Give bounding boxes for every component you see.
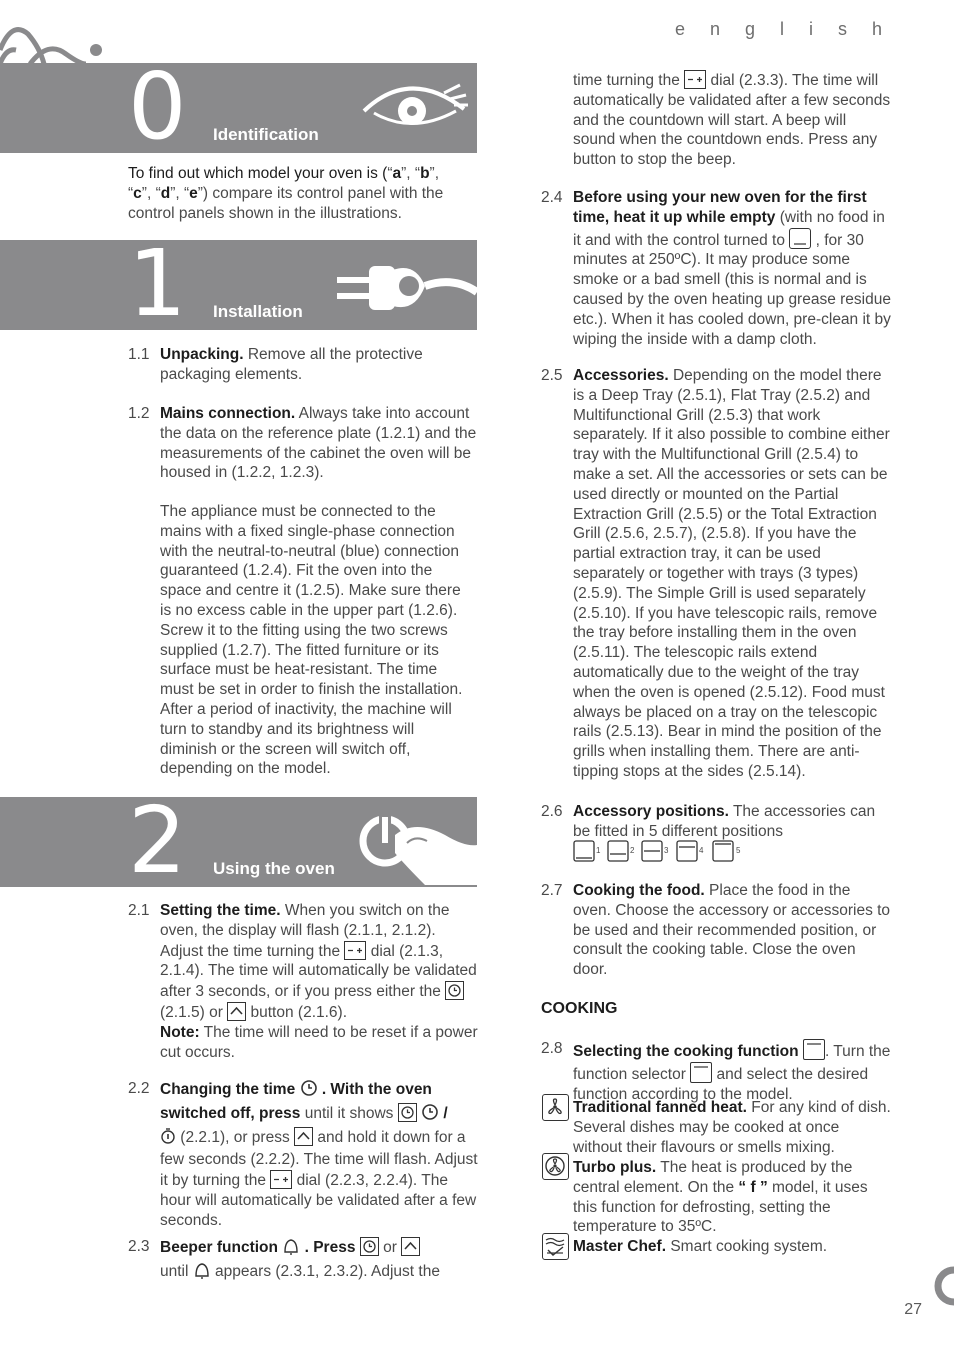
clock-button-icon: [360, 1237, 379, 1256]
bell-icon: [193, 1261, 211, 1285]
section-title: Installation: [213, 302, 303, 321]
clock-icon: [300, 1079, 318, 1103]
function-traditional-fanned: Traditional fanned heat. For any kind of dish. Several dishes may be cooked at once without their flavours or smells mixing.: [573, 1099, 891, 1156]
duration-icon: [160, 1127, 176, 1151]
clock-button-icon: [445, 981, 464, 1000]
section-banner-identification: [0, 63, 477, 153]
fan-icon: [542, 1094, 569, 1121]
function-selector-icon: [803, 1039, 825, 1060]
bell-icon: [282, 1237, 300, 1261]
power-button-finger-icon: [355, 805, 477, 885]
accessory-positions: 1 2 3 4 5: [573, 840, 773, 864]
section-banner-installation: [0, 240, 477, 330]
section-title: Identification: [213, 125, 319, 144]
plug-icon: [335, 252, 477, 322]
dial-icon: [344, 941, 366, 960]
cooking-heading: COOKING: [541, 1000, 618, 1017]
up-arrow-button-icon: [227, 1002, 246, 1021]
section-number: 2: [128, 797, 185, 887]
turbo-fan-icon: [542, 1153, 569, 1180]
clock-button-icon: [398, 1103, 417, 1122]
section-number: 1: [128, 240, 185, 330]
eye-icon: [360, 75, 470, 135]
function-selector-icon: [789, 228, 811, 249]
section-banner-using: [0, 797, 477, 887]
dial-icon: [270, 1170, 292, 1189]
dial-icon: [684, 70, 706, 89]
identification-text: To find out which model your oven is (“a”, “b”, “c”, “d”, “e”) compare its control panel with the control panels shown in the illustrations.: [128, 165, 444, 222]
up-arrow-button-icon: [294, 1127, 313, 1146]
section-title: Using the oven: [213, 859, 335, 878]
function-master-chef: Master Chef. Smart cooking system.: [573, 1238, 828, 1255]
page-number: 27: [904, 1301, 922, 1318]
master-chef-icon: [542, 1233, 569, 1260]
function-selector-icon: [690, 1062, 712, 1083]
function-turbo-plus: Turbo plus. The heat is produced by the central element. On the “ f ” model, it uses this function for defrosting, setting the temperature to 35ºC.: [573, 1159, 868, 1236]
clock-icon: [421, 1103, 439, 1127]
section-2-3-continued: time turning the dial (2.3.3). The time will automatically be validated after a few seconds and the countdown will start. A beep will sound when the countdown ends. Press any button to stop the beep.: [573, 72, 891, 169]
rack-position-icons: [573, 840, 773, 864]
section-number: 0: [128, 63, 185, 153]
language-label: e n g l i s h: [674, 19, 892, 39]
up-arrow-button-icon: [401, 1237, 420, 1256]
